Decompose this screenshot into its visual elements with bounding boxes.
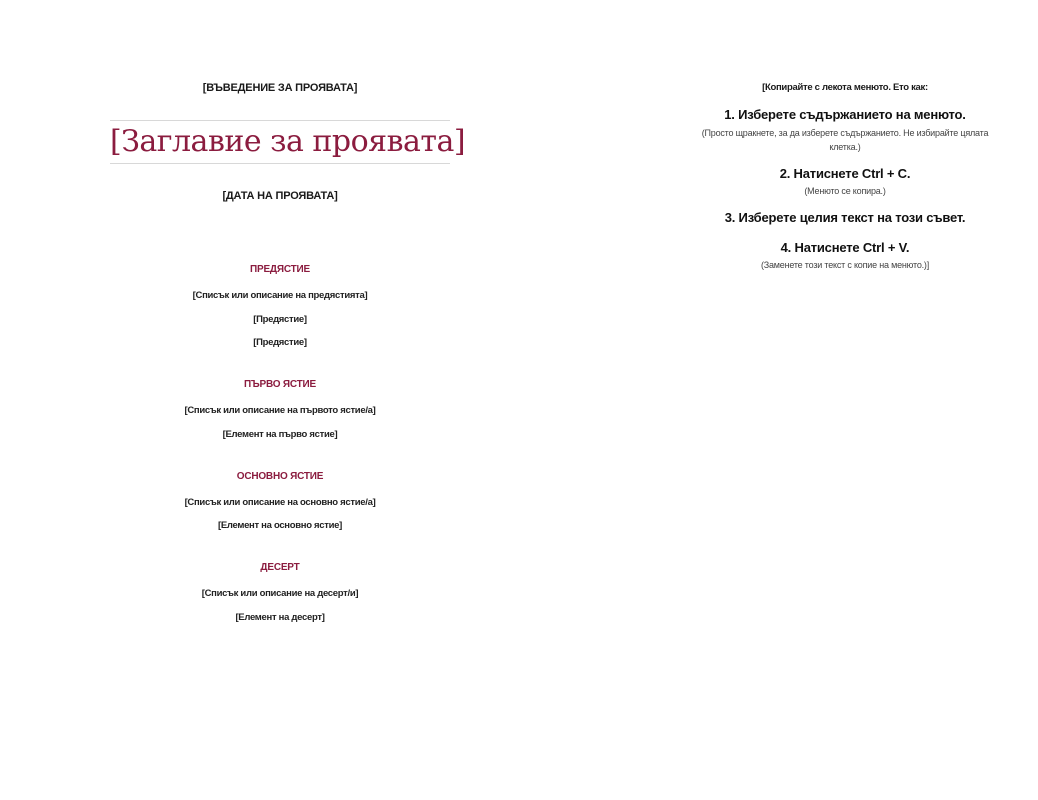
course-item[interactable]: [Списък или описание на предястията] [192, 290, 368, 301]
title-rule-bottom [110, 163, 450, 164]
course-heading-first[interactable]: ПЪРВО ЯСТИЕ [243, 379, 316, 390]
tip-page-right [690, 0, 1000, 800]
course-item[interactable]: [Елемент на първо ястие] [222, 429, 338, 440]
course-item[interactable]: [Предястие] [253, 337, 307, 348]
course-item[interactable]: [Предястие] [253, 314, 307, 325]
course-heading-appetizer[interactable]: ПРЕДЯСТИЕ [250, 264, 310, 275]
event-date[interactable]: [ДАТА НА ПРОЯВАТА] [222, 190, 338, 202]
course-item[interactable]: [Елемент на десерт] [235, 612, 325, 623]
tip-step-1[interactable]: 1. Изберете съдържанието на менюто. [724, 107, 966, 122]
course-item[interactable]: [Списък или описание на десерт/и] [201, 588, 359, 599]
event-intro[interactable]: [ВЪВЕДЕНИЕ ЗА ПРОЯВАТА] [202, 82, 358, 94]
tip-step-4[interactable]: 4. Натиснете Ctrl + V. [780, 240, 910, 255]
tip-intro[interactable]: [Копирайте с лекота менюто. Ето как: [762, 82, 928, 93]
tip-step-1-note[interactable]: (Просто щракнете, за да изберете съдържанието. Не избирайте цялата клетка.) [701, 128, 989, 152]
event-title[interactable]: [Заглавие за проявата] [110, 124, 466, 159]
course-item[interactable]: [Списък или описание на първото ястие/а] [184, 405, 376, 416]
tip-step-3[interactable]: 3. Изберете целия текст на този съвет. [724, 210, 966, 225]
tip-step-4-note[interactable]: (Заменете този текст с копие на менюто.)] [760, 260, 930, 270]
menu-page-left [110, 0, 466, 800]
tip-step-2[interactable]: 2. Натиснете Ctrl + C. [779, 166, 911, 181]
course-heading-dessert[interactable]: ДЕСЕРТ [260, 562, 300, 573]
course-heading-main[interactable]: ОСНОВНО ЯСТИЕ [236, 471, 324, 482]
course-item[interactable]: [Елемент на основно ястие] [217, 520, 343, 531]
course-item[interactable]: [Списък или описание на основно ястие/а] [184, 497, 376, 508]
tip-step-2-note[interactable]: (Менюто се копира.) [804, 186, 886, 196]
